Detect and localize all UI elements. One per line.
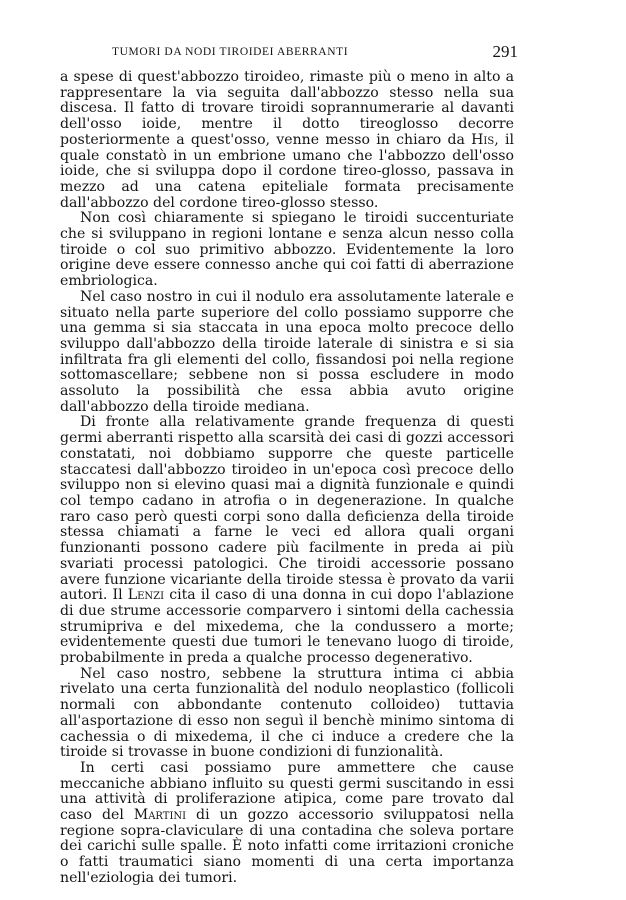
author-name-lenzi: Lenzi (127, 587, 165, 604)
text-run: cita il caso di una donna in cui dopo l'ablazione di due strume accessorie comparvero i sintomi della cachessia strumipriva e del mixedema, che la condussero a morte; evidentemente questi due tumori le tenevano luogo di tiroide, probabilmente in preda a qualche processo degenerativo. (60, 587, 515, 667)
body-text (60, 70, 514, 887)
text-run: di un gozzo accessorio sviluppatosi nella regione sopra-claviculare di una contadina che soleva portare dei carichi sulle spalle. È noto infatti come irritazioni croniche o fatti traumatici siano momenti di una certa importanza nell'eziologia dei tumori. (60, 807, 514, 886)
paragraph (60, 667, 514, 761)
text-run: a spese di quest'abbozzo tiroideo, rimaste più o meno in alto a rappresentare la via seguita dall'abbozzo stesso nella sua discesa. Il fatto di trovare tiroidi soprannumerarie al davanti dell'osso ioide, mentre il dotto tireoglosso decorre posteriormente a quest'osso, venne messo in chiaro da (60, 69, 514, 148)
text-run: Nel caso nostro, sebbene la struttura intima ci abbia rivelato una certa funzionalità del nodulo neoplastico (follicoli normali con abbondante contenuto colloideo) tuttavia all'asportazione di esso non seguì il benchè minimo sintoma di cachessia o di mixedema, il che ci induce a credere che la tiroide si trovasse in buone condizioni di funzionalità. (60, 665, 514, 761)
text-run: In certi casi possiamo pure ammettere che cause meccaniche abbiano influito su questi germi suscitando in essi una attività di proliferazione atipica, come pare trovato dal caso del (60, 759, 514, 824)
text-run: Nel caso nostro in cui il nodulo era assolutamente laterale e situato nella parte superiore del collo possiamo supporre che una gemma si sia staccata in una epoca molto precoce dello sviluppo dall'abbozzo della tiroide laterale di sinistra e si sia infiltrata fra gli elementi del collo, fissandosi poi nella regione sottomascellare; sebbene non si possa escludere in modo assoluto la possibilità che essa abbia avuto origine dall'abbozzo della tiroide mediana. (60, 288, 514, 415)
running-title: TUMORI DA NODI TIROIDEI ABERRANTI (112, 46, 349, 58)
paragraph (60, 290, 514, 416)
page-number: 291 (492, 42, 518, 61)
text-run: , il quale constatò in un embrione umano che l'abbozzo dell'osso ioide, che si sviluppa dopo il cordone tireo-glosso, passava in mezzo ad una catena epiteliale formata precisamente dall'abbozzo del cordone tireo-glosso stesso. (60, 131, 514, 211)
paragraph (60, 211, 514, 290)
text-run: Di fronte alla relativamente grande frequenza di questi germi aberranti rispetto alla scarsità dei casi di gozzi accessori constatati, noi dobbiamo supporre che queste particelle staccatesi dall'abbozzo tiroideo in un'epoca così precoce dello sviluppo non si elevino quasi mai a dignità funzionale e quindi col tempo cadano in atrofia o in degenerazione. In qualche raro caso però questi corpi sono dalla deficienza della tiroide stessa chiamati a farne le veci ed allora quali organi funzionanti possono cadere più facilmente in preda ai più svariati processi patologici. Che tiroidi accessorie possano avere funzione vicariante della tiroide stessa è provato da varii autori. Il (60, 414, 514, 604)
book-page (60, 42, 518, 887)
text-run: Non così chiaramente si spiegano le tiroidi succenturiate che si sviluppano in regioni lontane e senza alcun nesso colla tiroide o col suo primitivo abbozzo. Evidentemente la loro origine deve essere connesso anche qui coi fatti di aberrazione embriologica. (60, 210, 514, 290)
page-header (60, 42, 518, 66)
author-name-martini: Martini (133, 807, 187, 824)
paragraph (60, 761, 514, 887)
author-name-his: His (471, 131, 495, 148)
paragraph (60, 415, 514, 666)
paragraph (60, 70, 514, 211)
